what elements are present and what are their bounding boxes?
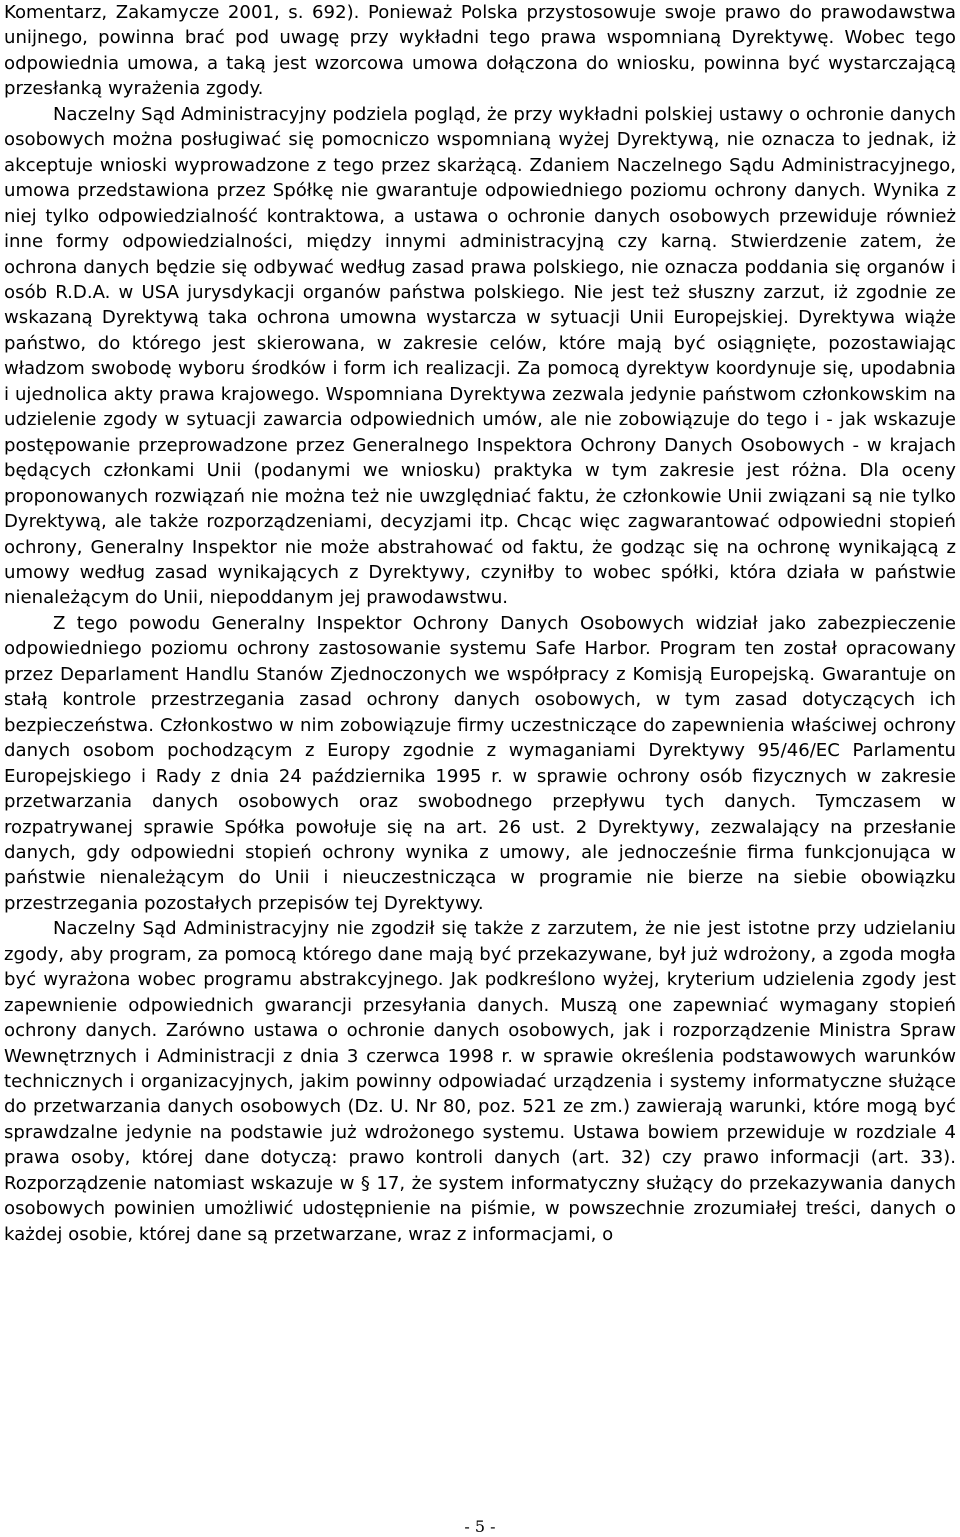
paragraph-1: Komentarz, Zakamycze 2001, s. 692). Ponieważ Polska przystosowuje swoje prawo do prawodawstwa unijnego, powinna brać pod uwagę przy wykładni tego prawa wspomnianą Dyrektywę. Wobec tego odpowiednia umowa, a taką jest wzorcowa umowa dołączona do wniosku, powinna być wystarczającą przesłanką wyrażenia zgody.: [4, 2, 956, 100]
document-page: [4, 0, 956, 1247]
paragraph-4: Naczelny Sąd Administracyjny nie zgodził się także z zarzutem, że nie jest istotne przy udzielaniu zgody, aby program, za pomocą którego dane mają być przekazywane, był już wdrożony, a zgoda mogła być wyrażona wobec programu abstrakcyjnego. Jak podkreślono wyżej, kryterium udzielenia zgody jest zapewnienie odpowiednich gwarancji przesyłania danych. Muszą one zapewniać wymagany stopień ochrony danych. Zarówno ustawa o ochronie danych osobowych, jak i rozporządzenie Ministra Spraw Wewnętrznych i Administracji z dnia 3 czerwca 1998 r. w sprawie określenia podstawowych warunków technicznych i organizacyjnych, jakim powinny odpowiadać urządzenia i systemy informatyczne służące do przetwarzania danych osobowych (Dz. U. Nr 80, poz. 521 ze zm.) zawierają warunki, które mogą być sprawdzalne jedynie na podstawie już wdrożonego systemu. Ustawa bowiem przewiduje w rozdziale 4 prawa osoby, której dane dotyczą: prawo kontroli danych (art. 32) czy prawo informacji (art. 33). Rozporządzenie natomiast wskazuje w § 17, że system informatyczny służący do przekazywania danych osobowych powinien umożliwić udostępnienie na piśmie, w powszechnie zrozumiałej treści, danych o każdej osobie, której dane są przetwarzane, wraz z informacjami, o: [4, 918, 956, 1245]
paragraph-3: Z tego powodu Generalny Inspektor Ochrony Danych Osobowych widział jako zabezpieczenie odpowiedniego poziomu ochrony zastosowanie systemu Safe Harbor. Program ten został opracowany przez Deparlament Handlu Stanów Zjednoczonych we współpracy z Komisją Europejską. Gwarantuje on stałą kontrole przestrzegania zasad ochrony danych osobowych, w tym zasad dotyczących ich bezpieczeństwa. Członkostwo w nim zobowiązuje firmy uczestniczące do zapewnienia właściwej ochrony danych osobom pochodzącym z Europy zgodnie z wymaganiami Dyrektywy 95/46/EC Parlamentu Europejskiego i Rady z dnia 24 października 1995 r. w sprawie ochrony osób fizycznych w zakresie przetwarzania danych osobowych oraz swobodnego przepływu tych danych. Tymczasem w rozpatrywanej sprawie Spółka powołuje się na art. 26 ust. 2 Dyrektywy, zezwalający na przesłanie danych, gdy odpowiedni stopień ochrony wynika z umowy, ale jednocześnie firma funkcjonująca w państwie nienależącym do Unii i nieuczestnicząca w programie nie bierze na siebie obowiązku przestrzegania pozostałych przepisów tej Dyrektywy.: [4, 612, 956, 914]
paragraph-2: Naczelny Sąd Administracyjny podziela pogląd, że przy wykładni polskiej ustawy o ochronie danych osobowych można posługiwać się pomocniczo wspomnianą wyżej Dyrektywą, nie oznacza to jednak, iż akceptuje wnioski wyprowadzone z tego przez skarżącą. Zdaniem Naczelnego Sądu Administracyjnego, umowa przedstawiona przez Spółkę nie gwarantuje odpowiedniego poziomu ochrony danych. Wynika z niej tylko odpowiedzialność kontraktowa, a ustawa o ochronie danych osobowych przewiduje również inne formy odpowiedzialności, między innymi administracyjną czy karną. Stwierdzenie zatem, że ochrona danych będzie się odbywać według zasad prawa polskiego, nie oznacza poddania się organów i osób R.D.A. w USA jurysdykacji organów państwa polskiego. Nie jest też słuszny zarzut, iż zgodnie ze wskazaną Dyrektywą taka ochrona umowna wystarcza w sytuacji Unii Europejskiej. Dyrektywa wiąże państwo, do którego jest skierowana, w zakresie celów, które mają być osiągnięte, pozostawiając władzom swobodę wyboru środków i form ich realizacji. Za pomocą dyrektyw koordynuje się, upodabnia i ujednolica akty prawa krajowego. Wspomniana Dyrektywa zezwala jedynie państwom członkowskim na udzielenie zgody w sytuacji zawarcia odpowiednich umów, ale nie zobowiązuje do tego i - jak wskazuje postępowanie przeprowadzone przez Generalnego Inspektora Ochrony Danych Osobowych - w krajach będących członkami Unii (podanymi we wniosku) praktyka w tym zakresie jest różna. Dla oceny proponowanych rozwiązań nie można też nie uwzględniać faktu, że członkowie Unii związani są nie tylko Dyrektywą, ale także rozporządzeniami, decyzjami itp. Chcąc więc zagwarantować odpowiedni stopień ochrony, Generalny Inspektor nie może abstrahować od faktu, że godząc się na ochronę wynikającą z umowy według zasad wynikających z Dyrektywy, czyniłby to wobec spółki, która działa w państwie nienależącym do Unii, niepoddanym jej prawodawstwu.: [4, 103, 956, 609]
page-number: - 5 -: [464, 1517, 496, 1536]
